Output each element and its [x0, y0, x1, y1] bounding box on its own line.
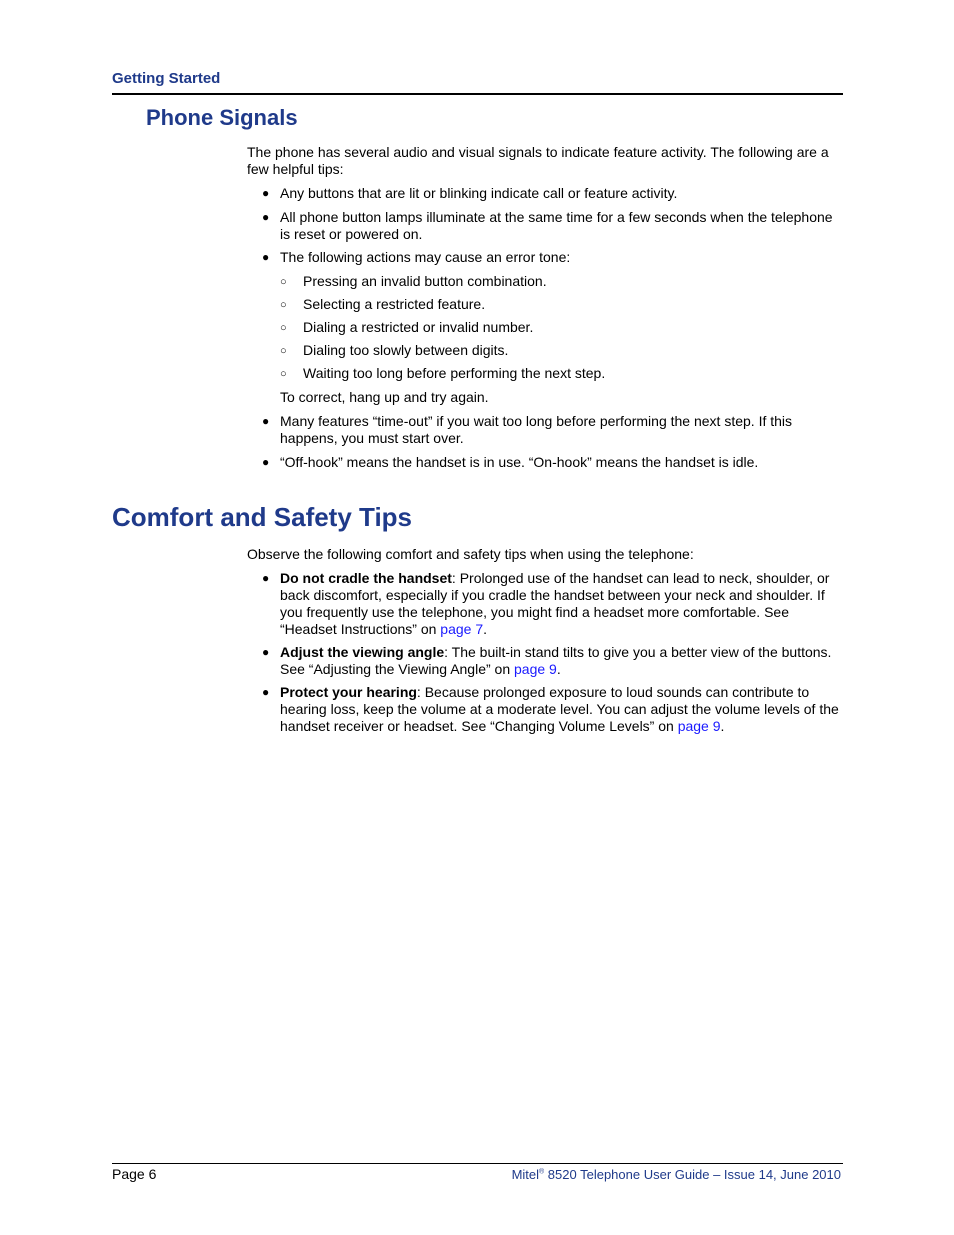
list-item	[280, 342, 841, 359]
comfort-safety-heading: Comfort and Safety Tips	[112, 502, 413, 532]
bullet-icon: ●	[262, 186, 270, 200]
phone-signals-intro: The phone has several audio and visual signals to indicate feature activity. The following are a few helpful tips:	[247, 144, 829, 177]
list-item-text: Selecting a restricted feature.	[303, 296, 486, 312]
tip-end: .	[483, 621, 488, 637]
header-rule	[112, 93, 843, 95]
list-item	[280, 365, 841, 382]
comfort-safety-section	[247, 546, 841, 735]
circle-bullet-icon: ○	[280, 299, 287, 311]
list-item	[247, 209, 841, 243]
running-header: Getting Started	[112, 70, 221, 87]
circle-bullet-icon: ○	[280, 368, 287, 380]
list-item-text: Dialing a restricted or invalid number.	[303, 319, 534, 335]
tip-label: Adjust the viewing angle	[280, 644, 445, 660]
tip-text: : Because prolonged exposure to loud sounds can contribute to hearing loss, keep the volume at a moderate level. You can adjust the volume levels of the handset receiver or headset. See “Changing Volume Levels” on	[280, 684, 839, 734]
guide-title: 8520 Telephone User Guide – Issue 14, June 2010	[544, 1167, 841, 1182]
bullet-icon: ●	[262, 210, 270, 224]
circle-bullet-icon: ○	[280, 345, 287, 357]
bullet-icon: ●	[262, 455, 270, 469]
page-number: Page 6	[112, 1166, 157, 1182]
list-item	[247, 684, 841, 735]
page-9-link[interactable]: page 9	[514, 661, 557, 677]
page-9-link[interactable]: page 9	[677, 718, 721, 734]
list-item-text: The following actions may cause an error tone:	[280, 249, 571, 265]
brand-name: Mitel	[511, 1167, 540, 1182]
list-item	[247, 249, 841, 406]
comfort-intro: Observe the following comfort and safety tips when using the telephone:	[247, 546, 694, 562]
list-item-text: Any buttons that are lit or blinking indicate call or feature activity.	[280, 185, 678, 201]
bullet-icon: ●	[262, 571, 270, 585]
list-item	[247, 454, 841, 471]
circle-bullet-icon: ○	[280, 322, 287, 334]
list-item-text: Pressing an invalid button combination.	[303, 273, 547, 289]
tip-label: Do not cradle the handset	[280, 570, 452, 586]
bullet-icon: ●	[262, 685, 270, 699]
list-item	[247, 570, 841, 638]
list-item	[247, 413, 841, 447]
document-title	[512, 1167, 841, 1182]
bullet-icon: ●	[262, 414, 270, 428]
list-item	[280, 296, 841, 313]
tip-end: .	[720, 718, 725, 734]
footer-rule	[112, 1163, 843, 1164]
phone-signals-heading: Phone Signals	[146, 105, 298, 130]
page-7-link[interactable]: page 7	[440, 621, 484, 637]
list-item-text: Dialing too slowly between digits.	[303, 342, 509, 358]
list-item	[247, 185, 841, 202]
tip-text: : The built-in stand tilts to give you a better view of the buttons. See “Adjusting the Viewing Angle” on	[280, 644, 832, 677]
bullet-icon: ●	[262, 250, 270, 264]
list-item	[247, 644, 841, 678]
list-item-text: All phone button lamps illuminate at the same time for a few seconds when the telephone is reset or powered on.	[280, 209, 833, 242]
tip-text: : Prolonged use of the handset can lead to neck, shoulder, or back discomfort, especially if you cradle the handset between your neck and shoulder. If you frequently use the telephone, you might find a headset more comfortable. See “Headset Instructions” on	[280, 570, 830, 637]
error-actions-list	[280, 273, 841, 382]
list-item-text: Many features “time-out” if you wait too long before performing the next step. If this happens, you must start over.	[280, 413, 793, 446]
list-item-text: “Off-hook” means the handset is in use. “On-hook” means the handset is idle.	[280, 454, 759, 470]
circle-bullet-icon: ○	[280, 276, 287, 288]
list-item	[280, 273, 841, 290]
tip-label: Protect your hearing	[280, 684, 417, 700]
comfort-tips-list	[247, 570, 841, 735]
phone-signals-list	[247, 185, 841, 471]
correction-note: To correct, hang up and try again.	[280, 389, 489, 405]
list-item	[280, 319, 841, 336]
registered-mark: ®	[539, 1168, 545, 1176]
list-item-text: Waiting too long before performing the next step.	[303, 365, 606, 381]
tip-end: .	[556, 661, 561, 677]
phone-signals-section	[247, 144, 841, 471]
bullet-icon: ●	[262, 645, 270, 659]
